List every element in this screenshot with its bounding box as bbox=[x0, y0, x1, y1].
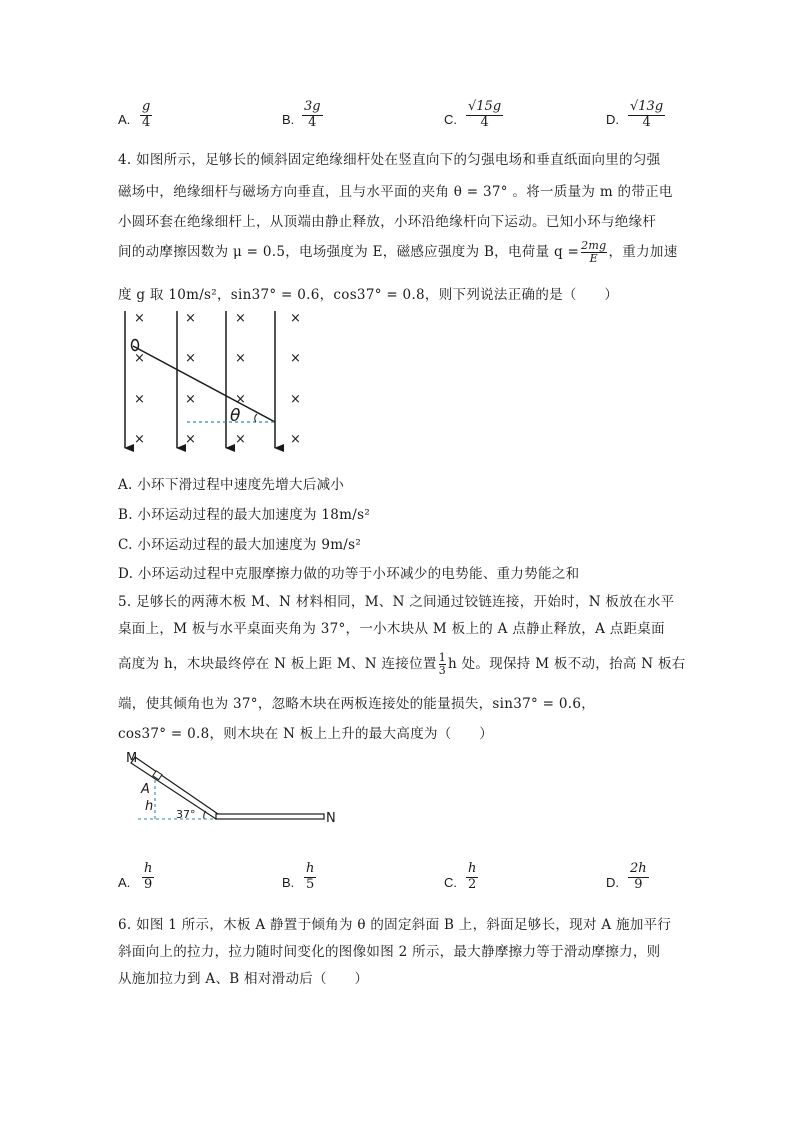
q3-option-a-fraction bbox=[140, 100, 152, 131]
q4-figure bbox=[115, 308, 315, 458]
q3-option-d-den: 4 bbox=[642, 114, 651, 130]
q4-line-4-text-a: 间的动摩擦因数为 μ = 0.5，电场强度为 E，磁感应强度为 B，电荷量 q = bbox=[118, 244, 580, 261]
angle-arc bbox=[255, 414, 257, 422]
q5-distance-den: 3 bbox=[438, 664, 447, 678]
q5-option-d-den: 9 bbox=[634, 876, 643, 892]
q4-line-4 bbox=[118, 240, 678, 265]
q3-option-b-label: B. bbox=[282, 112, 295, 127]
label-n: N bbox=[326, 811, 336, 826]
x-mark: × bbox=[235, 351, 246, 366]
label-a: A bbox=[141, 782, 150, 797]
x-mark: × bbox=[134, 311, 145, 326]
q5-option-c-num: h bbox=[468, 861, 477, 876]
q3-option-a-den: 4 bbox=[142, 114, 151, 130]
q5-option-a-den: 9 bbox=[144, 876, 153, 892]
x-mark: × bbox=[290, 432, 301, 447]
q3-option-a-num: g bbox=[142, 99, 151, 114]
q5-option-a-label: A. bbox=[118, 875, 131, 890]
q4-line-4-text-b: ，重力加速 bbox=[608, 244, 678, 261]
x-mark: × bbox=[290, 351, 301, 366]
q3-option-b-num: 3g bbox=[304, 99, 321, 114]
board-n bbox=[216, 814, 324, 819]
x-mark: × bbox=[235, 392, 246, 407]
q4-option-d: D. 小环运动过程中克服摩擦力做的功等于小环减少的电势能、重力势能之和 bbox=[118, 566, 580, 582]
q5-option-c-den: 2 bbox=[468, 876, 477, 892]
q3-option-d-label: D. bbox=[606, 112, 619, 127]
q3-option-d-num: √13g bbox=[630, 99, 664, 114]
q5-option-a-fraction bbox=[142, 862, 154, 893]
q3-option-d-fraction bbox=[628, 100, 665, 131]
q5-option-b-fraction bbox=[304, 862, 316, 893]
x-mark: × bbox=[185, 351, 196, 366]
label-37: 37° bbox=[176, 808, 196, 821]
x-mark: × bbox=[185, 392, 196, 407]
q5-line-2: 桌面上，M 板与水平桌面夹角为 37°，一小木块从 M 板上的 A 点静止释放，A 点距桌面 bbox=[118, 621, 665, 637]
q5-line-4: 端，使其倾角也为 37°，忽略木块在两板连接处的能量损失，sin37° = 0.6， bbox=[118, 696, 596, 712]
q5-option-b-den: 5 bbox=[306, 876, 315, 892]
q5-line-3-text-b: h 处。现保持 M 板不动，抬高 N 板右 bbox=[448, 656, 686, 673]
q4-option-c: C. 小环运动过程的最大加速度为 9m/s² bbox=[118, 537, 362, 553]
q4-charge-num: 2mg bbox=[581, 239, 607, 252]
q4-line-3: 小圆环套在绝缘细杆上，从顶端由静止释放，小环沿绝缘杆向下运动。已知小环与绝缘杆 bbox=[118, 214, 657, 230]
q5-option-c-fraction bbox=[466, 862, 478, 893]
q5-option-b-num: h bbox=[306, 861, 315, 876]
q4-option-b: B. 小环运动过程的最大加速度为 18m/s² bbox=[118, 507, 371, 523]
ring-icon bbox=[132, 340, 139, 351]
x-mark: × bbox=[185, 432, 196, 447]
q3-option-b-fraction bbox=[302, 100, 323, 131]
q5-option-d-num: 2h bbox=[630, 861, 647, 876]
theta-label: θ bbox=[230, 406, 241, 426]
q3-option-b-den: 4 bbox=[308, 114, 317, 130]
x-mark: × bbox=[134, 351, 145, 366]
q5-option-a-num: h bbox=[144, 861, 153, 876]
label-m: M bbox=[126, 751, 138, 766]
q5-distance-num: 1 bbox=[438, 651, 447, 664]
q5-figure bbox=[118, 748, 358, 828]
q3-option-c-label: C. bbox=[444, 112, 457, 127]
q5-option-c-label: C. bbox=[444, 875, 457, 890]
q5-option-d-label: D. bbox=[606, 875, 619, 890]
q5-line-1: 5. 足够长的两薄木板 M、N 材料相同，M、N 之间通过铰链连接，开始时，N 板放在水平 bbox=[118, 594, 675, 610]
q4-charge-fraction bbox=[581, 240, 606, 265]
insulating-rod bbox=[133, 346, 275, 422]
q5-line-5: cos37° = 0.8，则木块在 N 板上上升的最大高度为（ ） bbox=[118, 726, 494, 742]
q6-line-2: 斜面向上的拉力，拉力随时间变化的图像如图 2 所示，最大静摩擦力等于滑动摩擦力，则 bbox=[118, 944, 661, 960]
magnetic-field-marks bbox=[134, 311, 301, 447]
q3-option-c-num: √15g bbox=[468, 99, 502, 114]
q4-option-a: A. 小环下滑过程中速度先增大后减小 bbox=[118, 477, 345, 493]
x-mark: × bbox=[235, 432, 246, 447]
q4-line-5: 度 g 取 10m/s²，sin37° = 0.6，cos37° = 0.8，则下列说法正确的是（ ） bbox=[118, 287, 619, 303]
q5-line-3 bbox=[118, 652, 686, 677]
x-mark: × bbox=[290, 392, 301, 407]
q6-line-3: 从施加拉力到 A、B 相对滑动后（ ） bbox=[118, 971, 369, 987]
x-mark: × bbox=[134, 432, 145, 447]
q3-option-c-fraction bbox=[466, 100, 503, 131]
x-mark: × bbox=[290, 311, 301, 326]
q4-line-1: 4. 如图所示，足够长的倾斜固定绝缘细杆处在竖直向下的匀强电场和垂直纸面向里的匀强 bbox=[118, 152, 661, 168]
q5-line-3-text-a: 高度为 h，木块最终停在 N 板上距 M、N 连接位置 bbox=[118, 656, 437, 673]
x-mark: × bbox=[134, 392, 145, 407]
q3-option-c-den: 4 bbox=[480, 114, 489, 130]
q5-option-b-label: B. bbox=[282, 875, 295, 890]
q4-charge-den: E bbox=[589, 252, 598, 266]
q5-distance-fraction bbox=[439, 652, 446, 677]
q5-option-d-fraction bbox=[628, 862, 649, 893]
q4-line-2: 磁场中，绝缘细杆与磁场方向垂直，且与水平面的夹角 θ = 37° 。将一质量为 m 的带正电 bbox=[118, 184, 673, 200]
q3-option-a-label: A. bbox=[118, 112, 131, 127]
label-h: h bbox=[145, 799, 154, 814]
x-mark: × bbox=[235, 311, 246, 326]
x-mark: × bbox=[185, 311, 196, 326]
q6-line-1: 6. 如图 1 所示，木板 A 静置于倾角为 θ 的固定斜面 B 上，斜面足够长，现对 A 施加平行 bbox=[118, 917, 672, 933]
